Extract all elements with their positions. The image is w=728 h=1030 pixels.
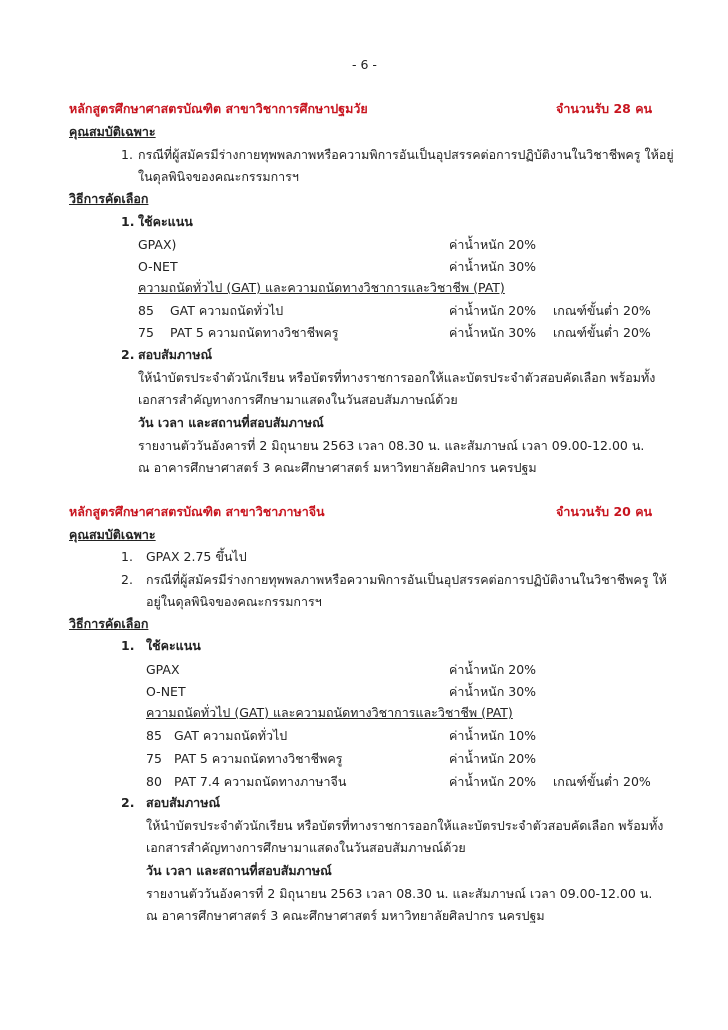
score-num: 1. [121, 214, 135, 229]
aptitude-label: GAT ความถนัดทั่วไป [170, 303, 284, 318]
aptitude-code: 80 [146, 774, 162, 789]
score-num: 1. [121, 638, 135, 653]
aptitude-label: PAT 5 ความถนัดทางวิชาชีพครู [170, 325, 339, 340]
score-weight: ค่าน้ำหนัก 20% [449, 662, 537, 677]
qualification-num: 2. [121, 572, 133, 587]
venue-text: รายงานตัววันอังคารที่ 2 มิถุนายน 2563 เวลา 08.30 น. และสัมภาษณ์ เวลา 09.00-12.00 น. [146, 886, 653, 901]
score-weight: ค่าน้ำหนัก 30% [449, 684, 537, 699]
qualification-line: GPAX 2.75 ขึ้นไป [146, 549, 247, 564]
selection-heading: วิธีการคัดเลือก [69, 191, 149, 206]
score-row [0, 660, 728, 680]
score-row [0, 257, 728, 277]
aptitude-label: PAT 5 ความถนัดทางวิชาชีพครู [174, 751, 343, 766]
aptitude-weight: ค่าน้ำหนัก 30% [449, 325, 537, 340]
venue-title: วัน เวลา และสถานที่สอบสัมภาษณ์ [146, 863, 332, 878]
score-weight: ค่าน้ำหนัก 20% [449, 237, 537, 252]
aptitude-weight: ค่าน้ำหนัก 20% [449, 303, 537, 318]
aptitude-code: 75 [146, 751, 162, 766]
aptitude-min: เกณฑ์ขั้นต่ำ 20% [553, 325, 651, 340]
qualification-num: 1. [121, 147, 133, 162]
interview-num: 2. [121, 795, 135, 810]
qualification-line: อยู่ในดุลพินิจของคณะกรรมการฯ [146, 594, 322, 609]
interview-title: สอบสัมภาษณ์ [146, 795, 221, 810]
aptitude-code: 85 [146, 728, 162, 743]
interview-text: เอกสารสำคัญทางการศึกษามาแสดงในวันสอบสัมภาษณ์ด้วย [138, 392, 458, 407]
aptitude-heading: ความถนัดทั่วไป (GAT) และความถนัดทางวิชาการและวิชาชีพ (PAT) [138, 280, 505, 295]
aptitude-code: 75 [138, 325, 154, 340]
venue-title: วัน เวลา และสถานที่สอบสัมภาษณ์ [138, 415, 324, 430]
interview-text: เอกสารสำคัญทางการศึกษามาแสดงในวันสอบสัมภาษณ์ด้วย [146, 840, 466, 855]
interview-num: 2. [121, 347, 135, 362]
selection-heading: วิธีการคัดเลือก [69, 616, 149, 631]
score-row [0, 682, 728, 702]
aptitude-label: GAT ความถนัดทั่วไป [174, 728, 288, 743]
aptitude-weight: ค่าน้ำหนัก 20% [449, 751, 537, 766]
qualification-line: กรณีที่ผู้สมัครมีร่างกายทุพพลภาพหรือความพิการอันเป็นอุปสรรคต่อการปฏิบัติงานในวิชาชีพครู ให้ [146, 572, 667, 587]
score-title: ใช้คะแนน [146, 638, 201, 653]
venue-text: ณ อาคารศึกษาศาสตร์ 3 คณะศึกษาศาสตร์ มหาวิทยาลัยศิลปากร นครปฐม [138, 460, 537, 475]
score-label: O-NET [138, 259, 178, 274]
aptitude-row [0, 772, 728, 792]
qualifications-heading: คุณสมบัติเฉพาะ [69, 124, 156, 139]
aptitude-row [0, 749, 728, 769]
aptitude-label: PAT 7.4 ความถนัดทางภาษาจีน [174, 774, 347, 789]
aptitude-row [0, 726, 728, 746]
aptitude-code: 85 [138, 303, 154, 318]
score-row [0, 235, 728, 255]
score-weight: ค่าน้ำหนัก 30% [449, 259, 537, 274]
program-title: หลักสูตรศึกษาศาสตรบัณฑิต สาขาวิชาการศึกษาปฐมวัย [69, 101, 368, 116]
program-title: หลักสูตรศึกษาศาสตรบัณฑิต สาขาวิชาภาษาจีน [69, 504, 325, 519]
interview-text: ให้นำบัตรประจำตัวนักเรียน หรือบัตรที่ทางราชการออกให้และบัตรประจำตัวสอบคัดเลือก พร้อมทั้ง [138, 370, 656, 385]
qualifications-heading: คุณสมบัติเฉพาะ [69, 527, 156, 542]
score-label: O-NET [146, 684, 186, 699]
program-quota: จำนวนรับ 28 คน [556, 101, 653, 116]
aptitude-row [0, 301, 728, 321]
qualification-num: 1. [121, 549, 133, 564]
venue-text: รายงานตัววันอังคารที่ 2 มิถุนายน 2563 เวลา 08.30 น. และสัมภาษณ์ เวลา 09.00-12.00 น. [138, 438, 645, 453]
aptitude-weight: ค่าน้ำหนัก 20% [449, 774, 537, 789]
aptitude-row [0, 323, 728, 343]
aptitude-weight: ค่าน้ำหนัก 10% [449, 728, 537, 743]
score-title: ใช้คะแนน [138, 214, 193, 229]
score-label: GPAX) [138, 237, 177, 252]
score-label: GPAX [146, 662, 180, 677]
aptitude-heading: ความถนัดทั่วไป (GAT) และความถนัดทางวิชาการและวิชาชีพ (PAT) [146, 705, 513, 720]
aptitude-min: เกณฑ์ขั้นต่ำ 20% [553, 774, 651, 789]
interview-title: สอบสัมภาษณ์ [138, 347, 213, 362]
venue-text: ณ อาคารศึกษาศาสตร์ 3 คณะศึกษาศาสตร์ มหาวิทยาลัยศิลปากร นครปฐม [146, 908, 545, 923]
aptitude-min: เกณฑ์ขั้นต่ำ 20% [553, 303, 651, 318]
qualification-line: กรณีที่ผู้สมัครมีร่างกายทุพพลภาพหรือความพิการอันเป็นอุปสรรคต่อการปฏิบัติงานในวิชาชีพครู ให้อยู่ [138, 147, 674, 162]
program-quota: จำนวนรับ 20 คน [556, 504, 653, 519]
page-number: - 6 - [352, 57, 377, 72]
qualification-line: ในดุลพินิจของคณะกรรมการฯ [138, 169, 299, 184]
interview-text: ให้นำบัตรประจำตัวนักเรียน หรือบัตรที่ทางราชการออกให้และบัตรประจำตัวสอบคัดเลือก พร้อมทั้ง [146, 818, 664, 833]
